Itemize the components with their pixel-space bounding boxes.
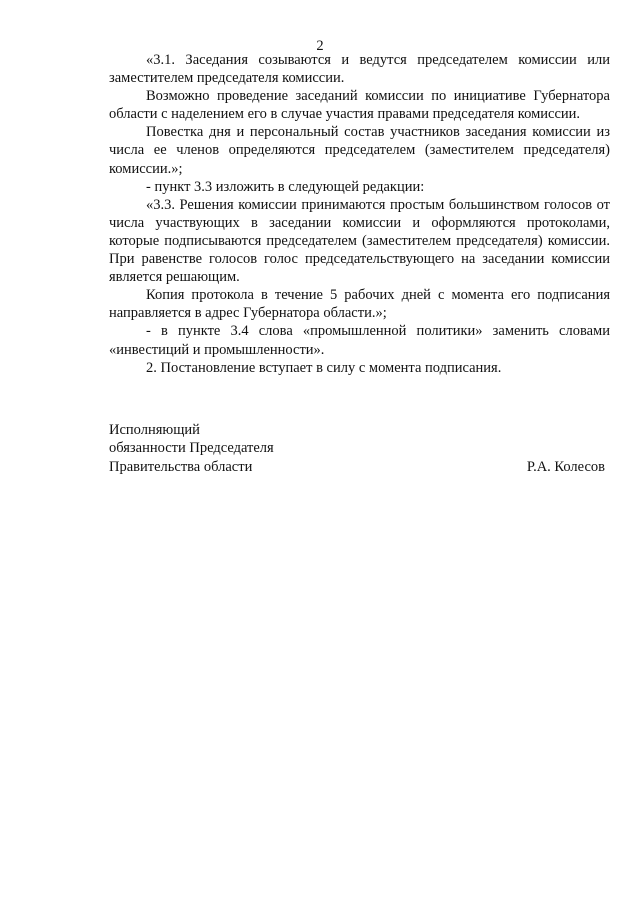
- paragraph-3-3: «3.3. Решения комиссии принимаются простым большинством голосов от числа участвующих в заседании комиссии и оформляются протоколами, которые подписываются председателем (заместителем председателя) комиссии. При равенстве голосов голос председательствующего на заседании комиссии является решающим.: [109, 196, 610, 286]
- paragraph-item-3-4: - в пункте 3.4 слова «промышленной политики» заменить словами «инвестиций и промышленности».: [109, 323, 610, 358]
- page-number: 2: [316, 38, 324, 54]
- paragraph-agenda: Повестка дня и персональный состав участников заседания комиссии из числа ее членов определяются председателем (заместителем председателя) комиссии.»;: [109, 124, 610, 177]
- signatory-title-line-2: обязанности Председателя: [109, 440, 274, 457]
- paragraph-effective-date: 2. Постановление вступает в силу с момента подписания.: [146, 359, 502, 376]
- signatory-name: Р.А. Колесов: [526, 458, 605, 475]
- paragraph-3-1: «3.1. Заседания созываются и ведутся председателем комиссии или заместителем председателя комиссии.: [109, 52, 610, 87]
- signature-row: [109, 458, 605, 476]
- paragraph-protocol-copy: Копия протокола в течение 5 рабочих дней с момента его подписания направляется в адрес Губернатора области.»;: [109, 287, 610, 322]
- signatory-title-line-1: Исполняющий: [109, 422, 200, 438]
- signatory-title-line-3: Правительства области: [109, 458, 253, 475]
- paragraph-governor-initiative: Возможно проведение заседаний комиссии по инициативе Губернатора области с наделением его в случае участия правами председателя комиссии.: [109, 88, 610, 123]
- signature-block: [109, 421, 605, 476]
- paragraph-item-3-3-intro: - пункт 3.3 изложить в следующей редакции:: [146, 178, 425, 195]
- document-body: [109, 51, 610, 377]
